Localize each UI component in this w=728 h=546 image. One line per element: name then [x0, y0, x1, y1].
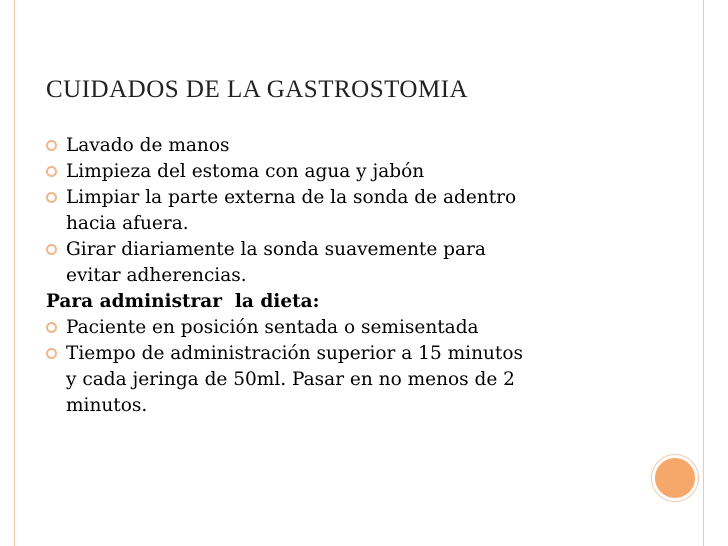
bullet-item	[46, 159, 666, 185]
ring-bullet-icon	[46, 244, 57, 255]
bullet-line: Girar diariamente la sonda suavemente para	[66, 239, 486, 260]
bullet-line: Limpieza del estoma con agua y jabón	[66, 161, 425, 182]
bullet-item	[46, 237, 666, 289]
slide-title: CUIDADOS DE LA GASTROSTOMIA	[46, 76, 469, 103]
bullet-item	[46, 133, 666, 159]
bullet-item	[46, 315, 666, 341]
bullet-item	[46, 185, 666, 237]
ring-bullet-icon	[46, 348, 57, 359]
bullet-line: Lavado de manos	[66, 135, 230, 156]
slide-content	[46, 133, 666, 419]
bullet-line: y cada jeringa de 50ml. Pasar en no menos de 2	[66, 369, 515, 390]
bullet-line: Paciente en posición sentada o semisentada	[66, 317, 479, 338]
ring-bullet-icon	[46, 322, 57, 333]
ring-bullet-icon	[46, 166, 57, 177]
bullet-line: hacia afuera.	[66, 213, 189, 234]
ring-bullet-icon	[46, 192, 57, 203]
ring-bullet-icon	[46, 140, 57, 151]
bullet-line: Tiempo de administración superior a 15 minutos	[66, 343, 523, 364]
decorative-circle	[652, 455, 698, 501]
bullet-line: Limpiar la parte externa de la sonda de adentro	[66, 187, 517, 208]
bullet-line: minutos.	[66, 395, 148, 416]
subheading: Para administrar la dieta:	[46, 291, 320, 312]
bullet-item	[46, 341, 666, 419]
bullet-line: evitar adherencias.	[66, 265, 247, 286]
